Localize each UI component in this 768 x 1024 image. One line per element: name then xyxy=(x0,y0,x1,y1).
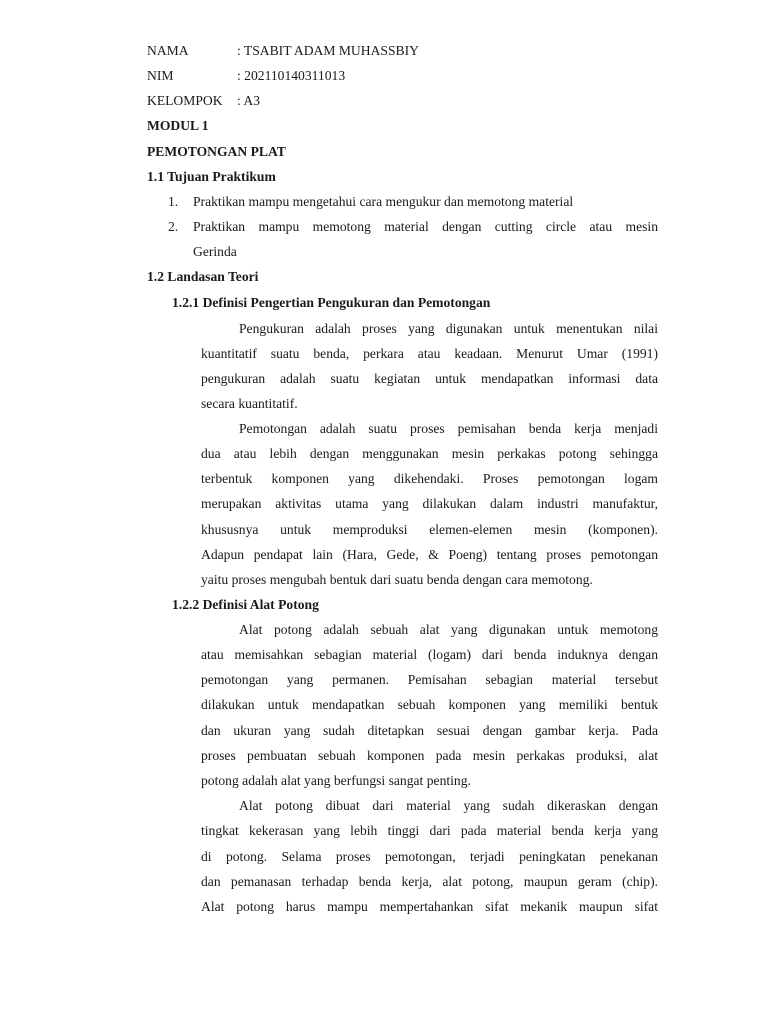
paragraph-line: terbentuk komponen yang dikehendaki. Proses pemotongan logam xyxy=(201,471,658,486)
paragraph-line: merupakan aktivitas utama yang dilakukan dalam industri manufaktur, xyxy=(201,496,658,511)
list-item-text: Praktikan mampu mengetahui cara mengukur dan memotong material xyxy=(193,194,574,209)
paragraph-line: dua atau lebih dengan menggunakan mesin perkakas potong sehingga xyxy=(201,446,658,461)
paragraph-line: Alat potong adalah sebuah alat yang digunakan untuk memotong xyxy=(239,622,658,637)
paragraph-line: pengukuran adalah suatu kegiatan untuk mendapatkan informasi data xyxy=(201,371,658,386)
paragraph-line: Adapun pendapat lain (Hara, Gede, & Poeng) tentang proses pemotongan xyxy=(201,547,658,562)
paragraph-line: proses pembuatan sebuah komponen pada mesin perkakas produksi, alat xyxy=(201,748,658,763)
kelompok-label: KELOMPOK xyxy=(147,93,223,108)
paragraph-line: yaitu proses mengubah bentuk dari suatu benda dengan cara memotong. xyxy=(201,572,593,587)
paragraph-line: khususnya untuk memproduksi elemen-elemen mesin (komponen). xyxy=(201,522,658,537)
nim-value: : 202110140311013 xyxy=(237,68,346,83)
paragraph-line: dilakukan untuk mendapatkan sebuah komponen yang memiliki bentuk xyxy=(201,697,658,712)
list-item-number: 1. xyxy=(168,194,179,209)
paragraph-line: Pengukuran adalah proses yang digunakan untuk menentukan nilai xyxy=(239,321,658,336)
kelompok-value: : A3 xyxy=(237,93,261,108)
nim-label: NIM xyxy=(147,68,174,83)
nama-label: NAMA xyxy=(147,43,189,58)
paragraph-line: di potong. Selama proses pemotongan, terjadi peningkatan penekanan xyxy=(201,849,658,864)
paragraph-line: dan ukuran yang sudah ditetapkan sesuai dengan gambar kerja. Pada xyxy=(201,723,658,738)
list-item-text: Gerinda xyxy=(193,244,237,259)
section-heading-1-1: 1.1 Tujuan Praktikum xyxy=(147,169,276,184)
paragraph-line: pemotongan yang permanen. Pemisahan sebagian material tersebut xyxy=(201,672,658,687)
paragraph-line: Alat potong harus mampu mempertahankan sifat mekanik maupun sifat xyxy=(201,899,658,914)
paragraph-line: Alat potong dibuat dari material yang sudah dikeraskan dengan xyxy=(239,798,658,813)
list-item-text: Praktikan mampu memotong material dengan cutting circle atau mesin xyxy=(193,219,658,234)
subsection-heading-1-2-1: 1.2.1 Definisi Pengertian Pengukuran dan Pemotongan xyxy=(172,295,491,310)
module-title: MODUL 1 xyxy=(147,118,209,133)
paragraph-line: tingkat kekerasan yang lebih tinggi dari pada material benda kerja yang xyxy=(201,823,658,838)
section-heading-1-2: 1.2 Landasan Teori xyxy=(147,269,259,284)
chapter-title: PEMOTONGAN PLAT xyxy=(147,144,286,159)
paragraph-line: dan pemanasan terhadap benda kerja, alat potong, maupun geram (chip). xyxy=(201,874,658,889)
paragraph-line: kuantitatif suatu benda, perkara atau keadaan. Menurut Umar (1991) xyxy=(201,346,658,361)
list-item-number: 2. xyxy=(168,219,179,234)
paragraph-line: Pemotongan adalah suatu proses pemisahan benda kerja menjadi xyxy=(239,421,658,436)
paragraph-line: secara kuantitatif. xyxy=(201,396,298,411)
nama-value: : TSABIT ADAM MUHASSBIY xyxy=(237,43,419,58)
paragraph-line: potong adalah alat yang berfungsi sangat penting. xyxy=(201,773,471,788)
paragraph-line: atau memisahkan sebagian material (logam) dari benda induknya dengan xyxy=(201,647,658,662)
subsection-heading-1-2-2: 1.2.2 Definisi Alat Potong xyxy=(172,597,319,612)
